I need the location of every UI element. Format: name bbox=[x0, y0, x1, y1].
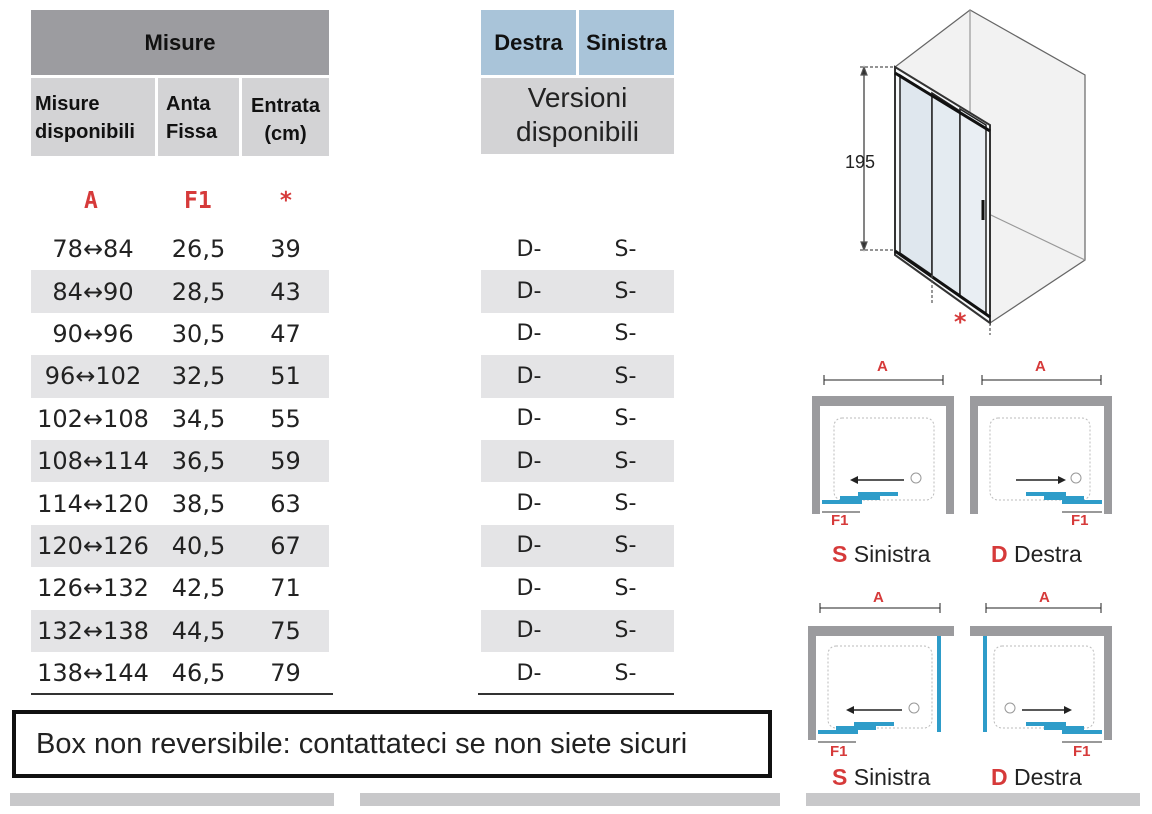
version-row bbox=[481, 567, 674, 609]
fixed-panel: 28,5 bbox=[155, 270, 242, 312]
code-entry-star: * bbox=[279, 188, 293, 214]
version-row bbox=[481, 652, 674, 694]
size-row bbox=[31, 482, 329, 524]
version-destra: D- bbox=[481, 270, 577, 312]
plan1-a-label: A bbox=[877, 358, 888, 375]
misure-title: Misure bbox=[144, 29, 216, 55]
version-sinistra: S- bbox=[577, 270, 674, 312]
version-row bbox=[481, 525, 674, 567]
header-sinistra bbox=[579, 10, 674, 75]
header-destra bbox=[481, 10, 576, 75]
version-sinistra: S- bbox=[614, 491, 637, 517]
plan1-f1-label: F1 bbox=[831, 512, 849, 529]
measure-range: 90↔96 bbox=[52, 319, 134, 348]
plan1-word: Sinistra bbox=[853, 541, 931, 567]
plan3-f1-label: F1 bbox=[830, 743, 848, 760]
entry-width: 79 bbox=[270, 659, 301, 688]
plan4-a-label: A bbox=[1039, 589, 1050, 606]
measure-range: 108↔114 bbox=[31, 440, 155, 482]
entry-width: 39 bbox=[270, 235, 301, 264]
measure-range: 114↔120 bbox=[37, 489, 149, 518]
version-row bbox=[481, 398, 674, 440]
entry-width: 47 bbox=[270, 319, 301, 348]
measure-range: 96↔102 bbox=[31, 355, 155, 397]
fixed-panel: 32,5 bbox=[155, 355, 242, 397]
plan4-letter: D bbox=[991, 764, 1008, 790]
fixed-panel: 38,5 bbox=[171, 489, 226, 518]
version-destra: D- bbox=[516, 660, 542, 686]
version-destra: D- bbox=[516, 321, 542, 347]
versions-table bbox=[481, 228, 674, 694]
code-f1: F1 bbox=[184, 188, 212, 214]
size-row bbox=[31, 313, 329, 355]
version-row bbox=[481, 313, 674, 355]
fixed-panel: 26,5 bbox=[171, 235, 226, 264]
version-sinistra: S- bbox=[577, 355, 674, 397]
size-row bbox=[31, 355, 329, 397]
plan-sinistra-bottom bbox=[808, 590, 958, 760]
version-sinistra: S- bbox=[577, 525, 674, 567]
entry-width: 71 bbox=[270, 574, 301, 603]
entry-width: 59 bbox=[242, 440, 329, 482]
plan2-f1-label: F1 bbox=[1071, 512, 1089, 529]
size-row bbox=[31, 567, 329, 609]
plan3-a-label: A bbox=[873, 589, 884, 606]
size-row bbox=[31, 525, 329, 567]
entry-width: 75 bbox=[242, 610, 329, 652]
version-sinistra: S- bbox=[577, 440, 674, 482]
footer-bar-1 bbox=[10, 793, 334, 806]
plan4-caption bbox=[991, 764, 1082, 791]
fixed-panel: 30,5 bbox=[171, 319, 226, 348]
header-sinistra-label: Sinistra bbox=[586, 29, 667, 55]
fixed-panel: 40,5 bbox=[155, 525, 242, 567]
sizes-table bbox=[31, 228, 329, 694]
right-table-bottom-rule bbox=[478, 693, 674, 695]
version-sinistra: S- bbox=[577, 610, 674, 652]
version-destra: D- bbox=[516, 491, 542, 517]
entry-marker: * bbox=[953, 308, 968, 336]
plan3-word: Sinistra bbox=[853, 764, 931, 790]
version-row bbox=[481, 355, 674, 397]
version-row bbox=[481, 482, 674, 524]
entry-width: 67 bbox=[242, 525, 329, 567]
size-row bbox=[31, 652, 329, 694]
size-row bbox=[31, 228, 329, 270]
plan4-word: Destra bbox=[1014, 764, 1082, 790]
footer-bar-3 bbox=[806, 793, 1140, 806]
footer-bar-2 bbox=[360, 793, 780, 806]
size-row bbox=[31, 610, 329, 652]
plan-destra-bottom bbox=[970, 590, 1118, 760]
version-sinistra: S- bbox=[614, 236, 637, 262]
size-row bbox=[31, 440, 329, 482]
size-row bbox=[31, 398, 329, 440]
fixed-panel: 36,5 bbox=[155, 440, 242, 482]
plan1-letter: S bbox=[832, 541, 848, 567]
version-destra: D- bbox=[516, 406, 542, 432]
plan4-f1-label: F1 bbox=[1073, 743, 1091, 760]
col-header-misure-disponibili: Misure disponibili bbox=[31, 78, 155, 156]
version-sinistra: S- bbox=[614, 321, 637, 347]
entry-width: 55 bbox=[270, 404, 301, 433]
measure-range: 126↔132 bbox=[37, 574, 149, 603]
version-destra: D- bbox=[516, 236, 542, 262]
col-header-entrata: Entrata (cm) bbox=[242, 78, 329, 156]
left-table-bottom-rule bbox=[31, 693, 333, 695]
version-destra: D- bbox=[481, 525, 577, 567]
plan2-caption bbox=[991, 541, 1082, 568]
version-destra: D- bbox=[481, 610, 577, 652]
measure-range: 138↔144 bbox=[37, 659, 149, 688]
fixed-panel: 44,5 bbox=[155, 610, 242, 652]
plan-sinistra-top bbox=[812, 362, 960, 530]
fixed-panel: 42,5 bbox=[171, 574, 226, 603]
version-row bbox=[481, 228, 674, 270]
note-text: Box non reversibile: contattateci se non siete sicuri bbox=[36, 727, 688, 760]
measure-range: 120↔126 bbox=[31, 525, 155, 567]
code-a: A bbox=[84, 188, 98, 214]
plan2-word: Destra bbox=[1014, 541, 1082, 567]
header-destra-label: Destra bbox=[494, 29, 563, 55]
version-sinistra: S- bbox=[614, 660, 637, 686]
version-row bbox=[481, 440, 674, 482]
version-sinistra: S- bbox=[614, 406, 637, 432]
versioni-disponibili-header: Versioni disponibili bbox=[481, 78, 674, 154]
height-label: 195 bbox=[845, 152, 876, 172]
size-row bbox=[31, 270, 329, 312]
col-header-anta-fissa: Anta Fissa bbox=[158, 78, 239, 156]
version-row bbox=[481, 270, 674, 312]
plan2-a-label: A bbox=[1035, 358, 1046, 375]
plan3-letter: S bbox=[832, 764, 848, 790]
entry-width: 63 bbox=[270, 489, 301, 518]
fixed-panel: 46,5 bbox=[171, 659, 226, 688]
plan-destra-top bbox=[970, 362, 1118, 530]
misure-header bbox=[31, 10, 329, 75]
version-destra: D- bbox=[481, 355, 577, 397]
plan2-letter: D bbox=[991, 541, 1008, 567]
non-reversible-note bbox=[12, 710, 772, 778]
measure-range: 132↔138 bbox=[31, 610, 155, 652]
fixed-panel: 34,5 bbox=[171, 404, 226, 433]
plan3-caption bbox=[832, 764, 930, 791]
version-destra: D- bbox=[481, 440, 577, 482]
version-row bbox=[481, 610, 674, 652]
measure-range: 78↔84 bbox=[52, 235, 134, 264]
entry-width: 51 bbox=[242, 355, 329, 397]
entry-width: 43 bbox=[242, 270, 329, 312]
measure-range: 102↔108 bbox=[37, 404, 149, 433]
version-sinistra: S- bbox=[614, 575, 637, 601]
measure-range: 84↔90 bbox=[31, 270, 155, 312]
plan1-caption bbox=[832, 541, 930, 568]
version-destra: D- bbox=[516, 575, 542, 601]
